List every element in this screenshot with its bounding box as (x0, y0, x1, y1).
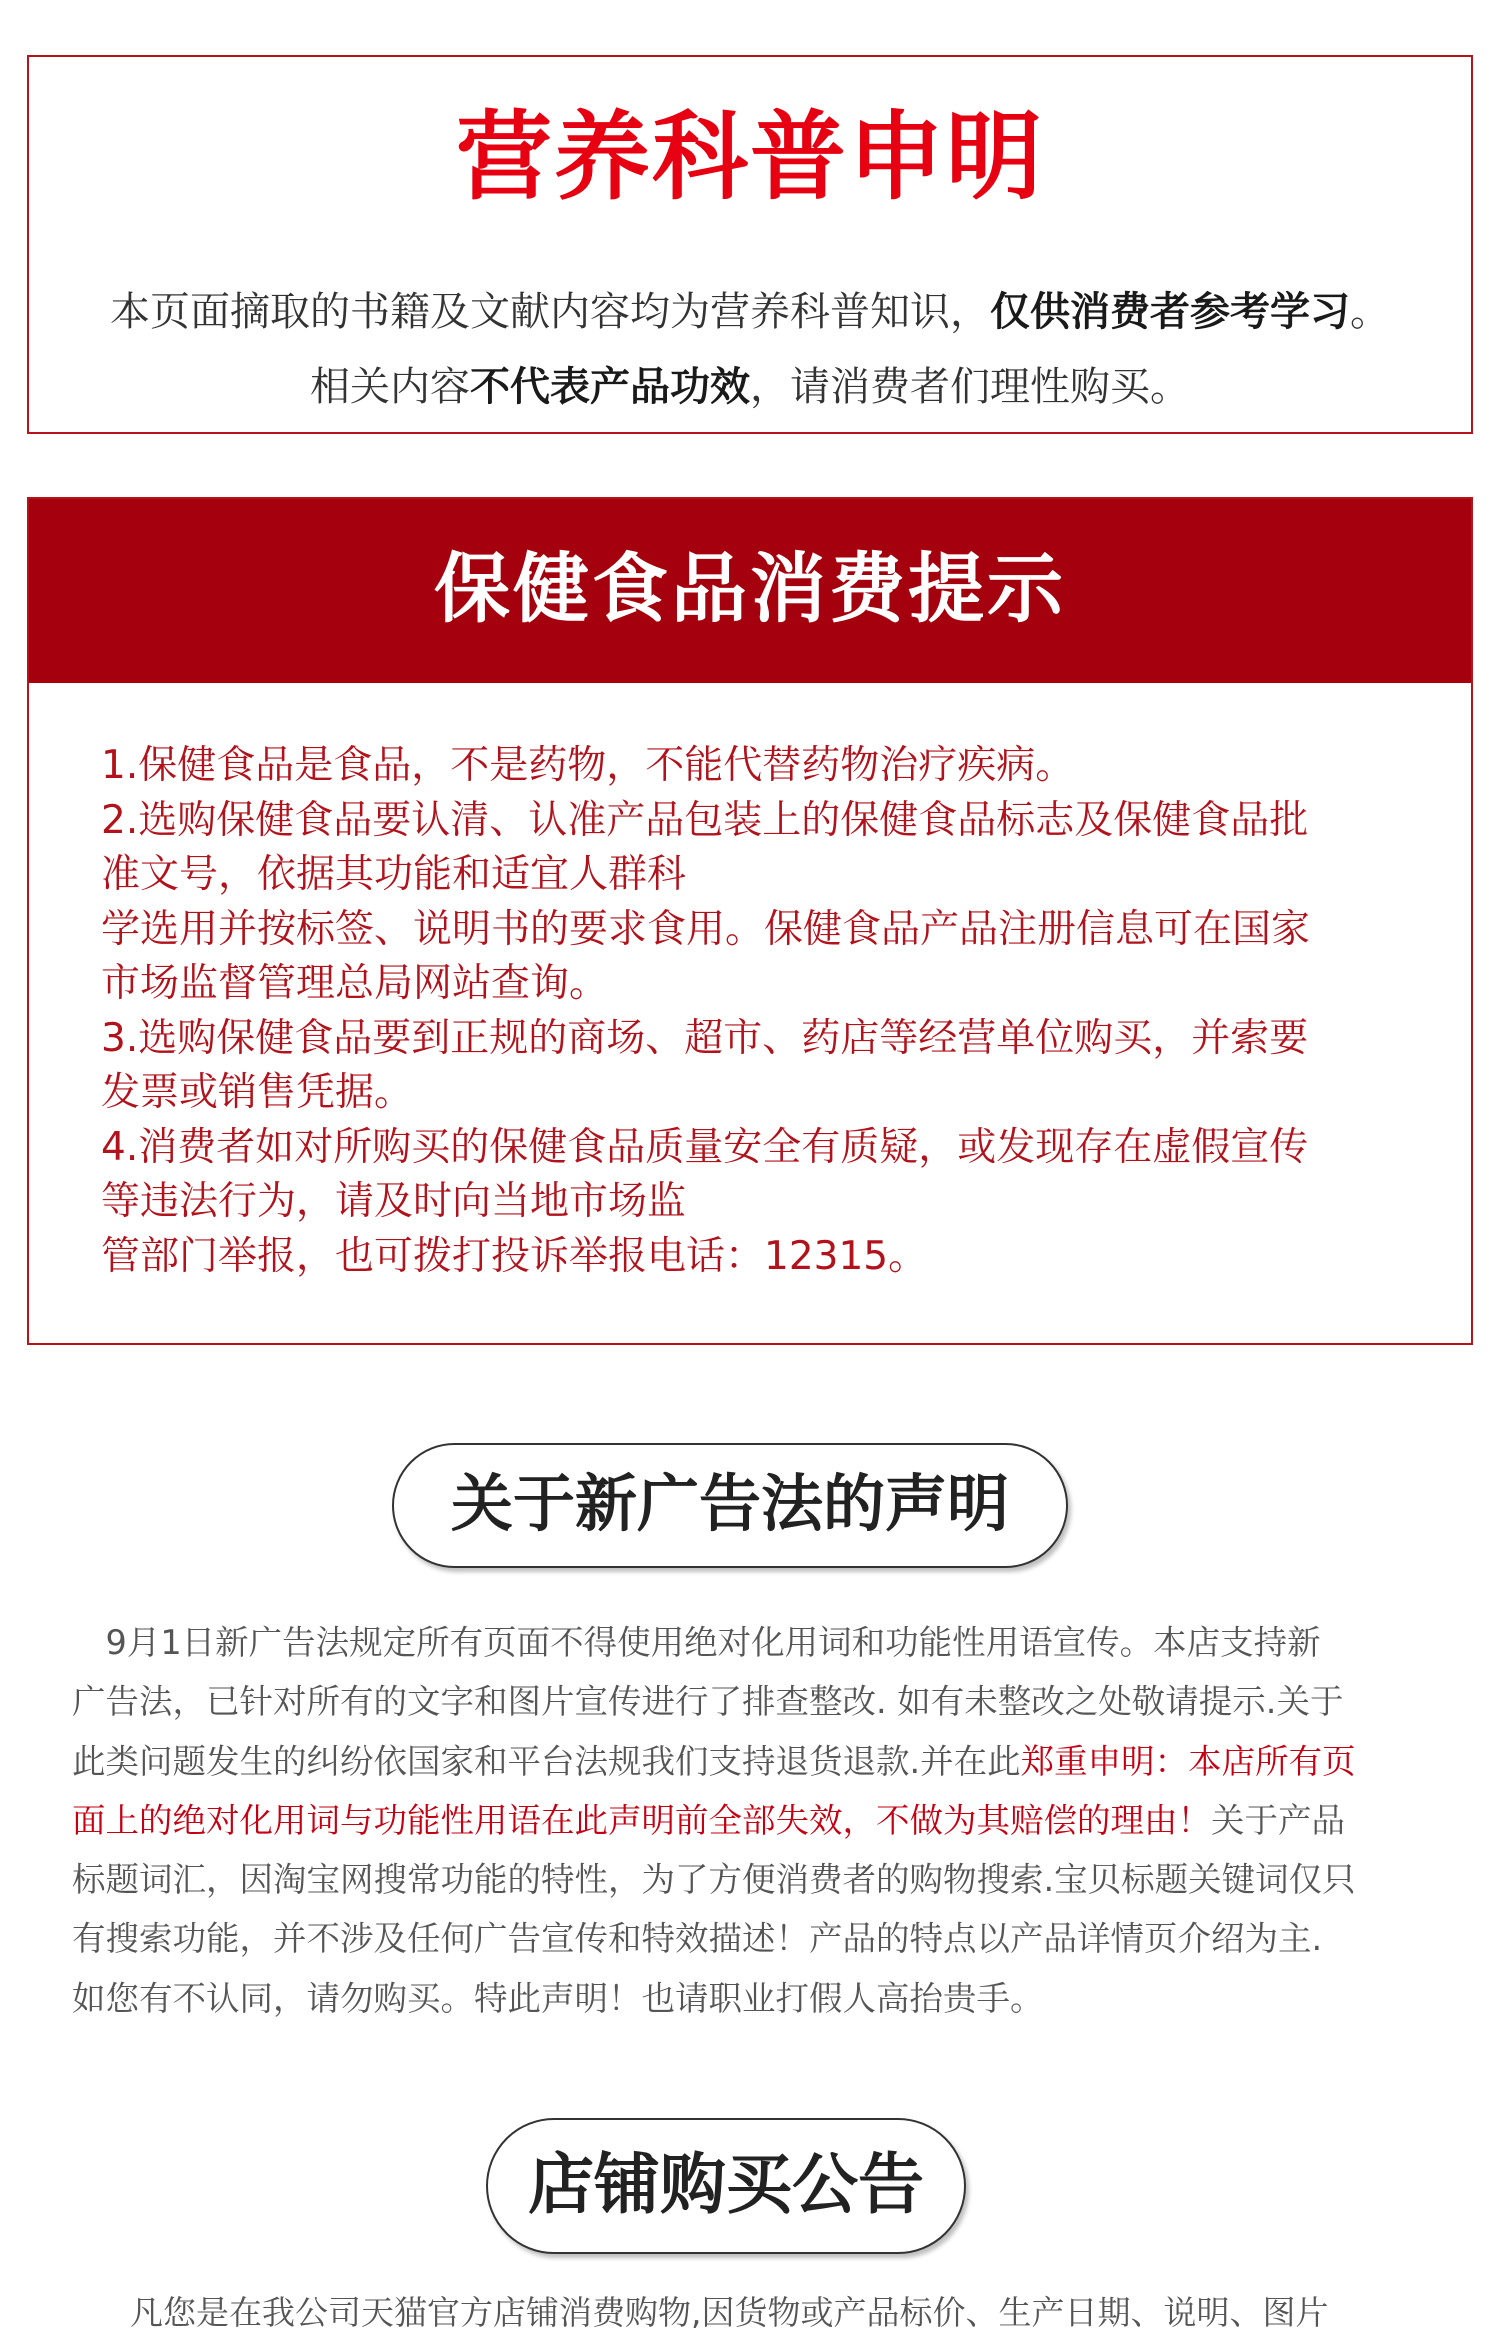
ad-law-line: 标题词汇，因淘宝网搜常功能的特性，为了方便消费者的购物搜索.宝贝标题关键词仅只 (72, 1860, 1356, 1900)
health-tips-body (101, 739, 1431, 1284)
ad-law-emphasis: 郑重申明：本店所有页 (1020, 1741, 1356, 1781)
nutrition-notice-text: 相关内容 (310, 364, 470, 410)
nutrition-notice-title: 营养科普申明 (456, 101, 1044, 213)
nutrition-notice-text: 本页面摘取的书籍及文献内容均为营养科普知识， (110, 289, 990, 335)
nutrition-notice-emphasis: 不代表产品功效 (470, 364, 750, 410)
ad-law-line: 9月1日新广告法规定所有页面不得使用绝对化用词和功能性用语宣传。本店支持新 (72, 1623, 1321, 1662)
ad-law-text: 关于产品 (1211, 1800, 1345, 1840)
ad-law-emphasis: 面上的绝对化用词与功能性用语在此声明前全部失效，不做为其赔偿的理由！ (72, 1800, 1211, 1840)
ad-law-line: 有搜索功能，并不涉及任何广告宣传和特效描述！产品的特点以产品详情页介绍为主. (72, 1919, 1323, 1959)
nutrition-notice-text: 。 (1350, 289, 1390, 335)
ad-law-text: 此类问题发生的纠纷依国家和平台法规我们支持退货退款.并在此 (72, 1741, 1021, 1781)
ad-law-line (72, 1791, 1422, 1850)
ad-law-line: 如您有不认同，请勿购买。特此声明！也请职业打假人高抬贵手。 (72, 1978, 1044, 2018)
nutrition-notice-line-1 (29, 285, 1471, 339)
health-tips-title: 保健食品消费提示 (434, 544, 1066, 633)
ad-law-title-pill: 关于新广告法的声明 (392, 1443, 1068, 1568)
ad-law-body (72, 1613, 1422, 2028)
shop-notice-title-pill: 店铺购买公告 (486, 2118, 966, 2254)
health-tips-line: 发票或销售凭据。 (101, 1070, 414, 1115)
health-tips-line: 学选用并按标签、说明书的要求食用。保健食品产品注册信息可在国家 (101, 906, 1311, 952)
health-tips-line: 等违法行为，请及时向当地市场监 (101, 1179, 687, 1224)
health-tips-box (27, 497, 1473, 1345)
health-tips-line: 2.选购保健食品要认清、认准产品包装上的保健食品标志及保健食品批 (101, 797, 1309, 843)
health-tips-line: 3.选购保健食品要到正规的商场、超市、药店等经营单位购买，并索要 (101, 1015, 1309, 1061)
nutrition-notice-box (27, 55, 1473, 434)
health-tips-line: 管部门举报，也可拨打投诉举报电话：12315。 (101, 1233, 928, 1279)
nutrition-notice-emphasis: 仅供消费者参考学习 (990, 289, 1350, 335)
nutrition-notice-line-2 (29, 360, 1471, 414)
ad-law-line (72, 1732, 1422, 1791)
ad-law-line: 广告法，已针对所有的文字和图片宣传进行了排查整改. 如有未整改之处敬请提示.关于 (72, 1682, 1344, 1722)
health-tips-line: 市场监督管理总局网站查询。 (101, 961, 609, 1006)
shop-notice-line: 凡您是在我公司天猫官方店铺消费购物,因货物或产品标价、生产日期、说明、图片 (130, 2293, 1329, 2332)
health-tips-line: 准文号，依据其功能和适宜人群科 (101, 852, 687, 897)
health-tips-line: 4.消费者如对所购买的保健食品质量安全有质疑，或发现存在虚假宣传 (101, 1124, 1309, 1170)
health-tips-line: 1.保健食品是食品，不是药物，不能代替药物治疗疾病。 (101, 743, 1075, 788)
health-tips-header (29, 499, 1471, 683)
nutrition-notice-text: ，请消费者们理性购买。 (750, 364, 1190, 410)
